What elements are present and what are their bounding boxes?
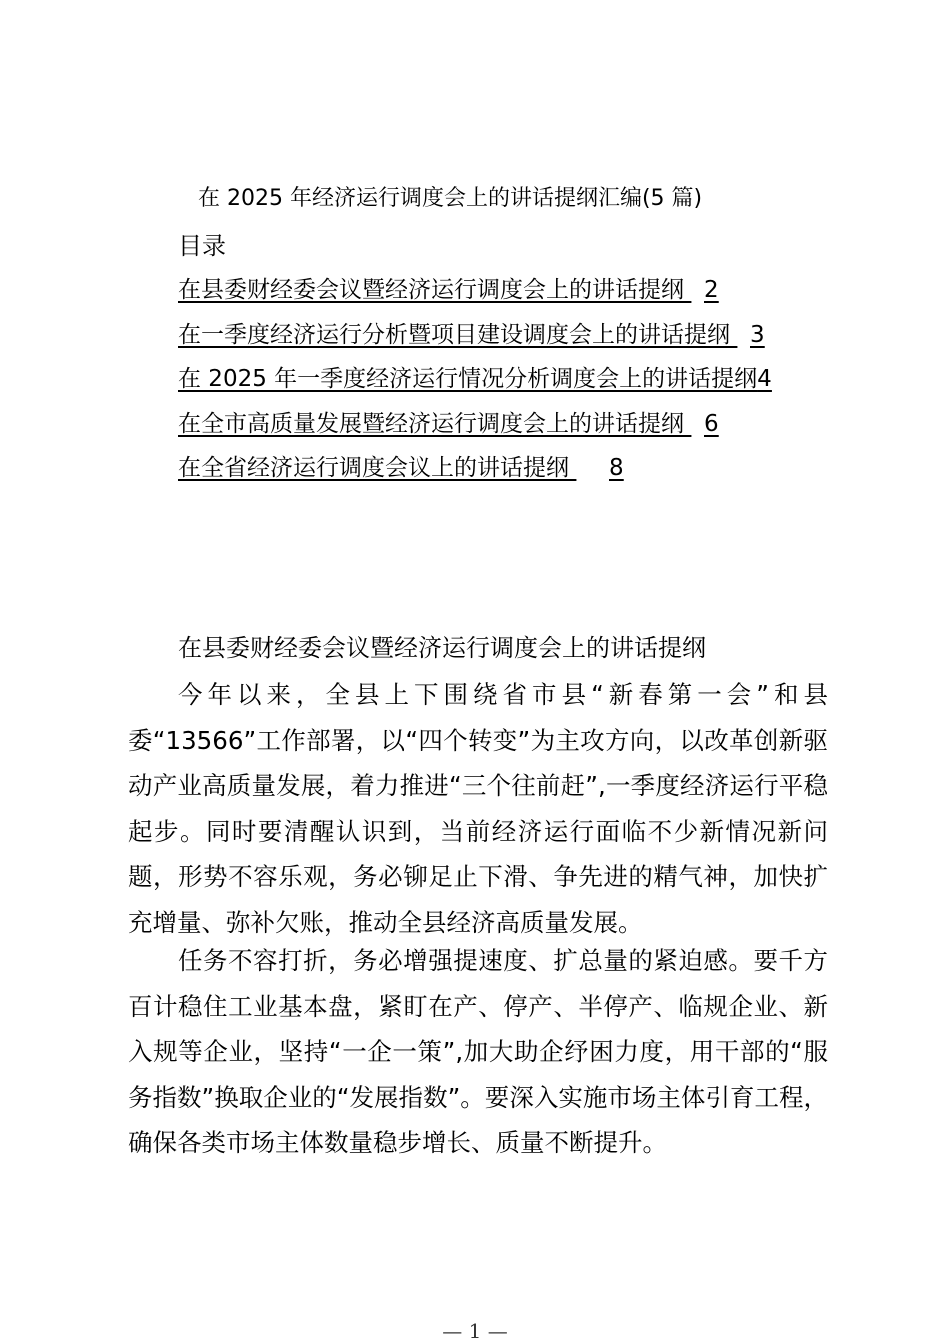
toc-item-3[interactable] xyxy=(178,362,838,407)
toc-item-text: 在 2025 年一季度经济运行情况分析调度会上的讲话提纲 xyxy=(178,366,758,392)
toc-gap xyxy=(684,407,704,441)
body-paragraph-1: 今年以来，全县上下围绕省市县“新春第一会”和县委“13566”工作部署，以“四个转变”为主攻方向，以改革创新驱动产业高质量发展，着力推进“三个往前赶”,一季度经济运行平稳起步。同时要清醒认识到，当前经济运行面临不少新情况新问题，形势不容乐观，务必铆足止下滑、争先进的精气神，加快扩充增量、弥补欠账，推动全县经济高质量发展。 xyxy=(128,680,828,937)
toc-item-1[interactable] xyxy=(178,273,838,318)
toc-gap xyxy=(569,451,609,485)
toc-gap xyxy=(730,318,750,352)
toc-item-text: 在全市高质量发展暨经济运行调度会上的讲话提纲 xyxy=(178,410,684,437)
document-title: 在 2025 年经济运行调度会上的讲话提纲汇编(5 篇) xyxy=(198,186,703,211)
toc-item-page: 4 xyxy=(757,366,772,392)
toc-item-text: 在全省经济运行调度会议上的讲话提纲 xyxy=(178,455,569,481)
table-of-contents xyxy=(178,273,838,496)
toc-item-5[interactable] xyxy=(178,451,838,496)
toc-item-text: 在一季度经济运行分析暨项目建设调度会上的讲话提纲 xyxy=(178,321,730,348)
toc-item-page: 2 xyxy=(704,277,719,303)
section-title: 在县委财经委会议暨经济运行调度会上的讲话提纲 xyxy=(178,634,706,662)
toc-heading: 目录 xyxy=(178,232,226,260)
toc-item-page: 3 xyxy=(750,321,765,348)
toc-item-text: 在县委财经委会议暨经济运行调度会上的讲话提纲 xyxy=(178,277,684,303)
toc-item-page: 6 xyxy=(704,410,719,437)
toc-item-page: 8 xyxy=(609,455,624,481)
toc-item-2[interactable] xyxy=(178,318,838,363)
toc-item-4[interactable] xyxy=(178,407,838,452)
body-paragraph-2: 任务不容打折，务必增强提速度、扩总量的紧迫感。要千方百计稳住工业基本盘，紧盯在产、停产、半停产、临规企业、新入规等企业，坚持“一企一策”,加大助企纾困力度，用干部的“服务指数”换取企业的“发展指数”。要深入实施市场主体引育工程，确保各类市场主体数量稳步增长、质量不断提升。 xyxy=(128,946,828,1157)
toc-gap xyxy=(684,273,704,307)
page-number-footer: — 1 — xyxy=(442,1319,508,1343)
